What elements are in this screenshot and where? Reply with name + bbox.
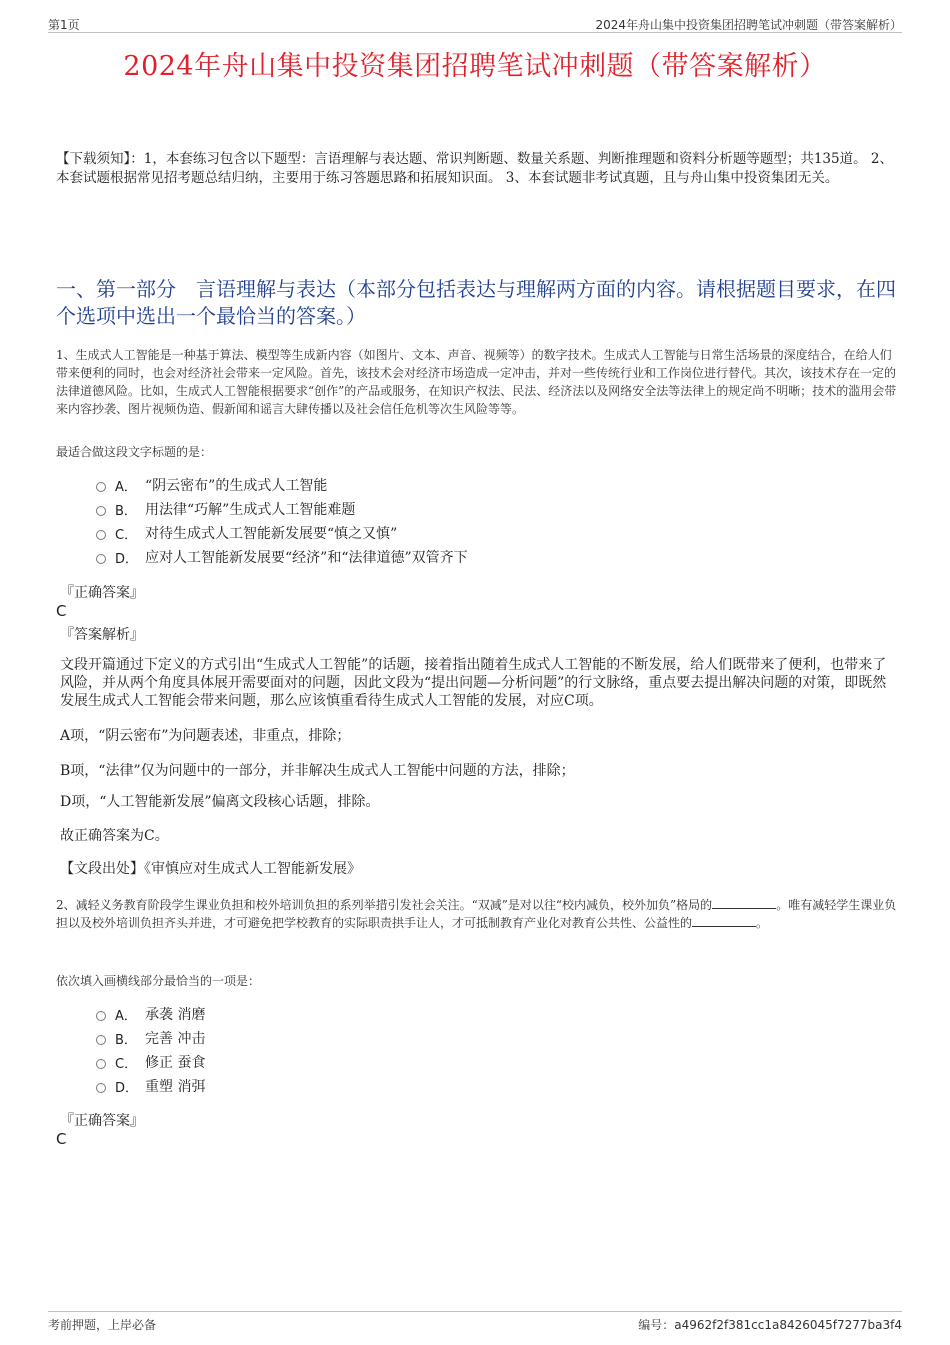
option-d[interactable]: D． 重塑 消弭 bbox=[96, 1074, 205, 1098]
question-2-options bbox=[96, 1002, 205, 1098]
radio-icon[interactable] bbox=[96, 1011, 106, 1021]
analysis-paragraph: 文段开篇通过下定义的方式引出“生成式人工智能”的话题，接着指出随着生成式人工智能的不断发展，给人们既带来了便利，也带来了风险，并从两个角度具体展开需要面对的问题，因此文段为“提出问题—分析问题”的行文脉络，重点要去提出解决问题的对策，即既然发展生成式人工智能会带来问题，那么应该慎重看待生成式人工智能的发展，对应C项。 bbox=[60, 657, 887, 709]
header-doc-title: 2024年舟山集中投资集团招聘笔试冲刺题（带答案解析） bbox=[595, 18, 902, 32]
radio-icon[interactable] bbox=[96, 554, 106, 564]
document-title: 2024年舟山集中投资集团招聘笔试冲刺题（带答案解析） bbox=[123, 51, 827, 82]
question-2-text: 2、减轻义务教育阶段学生课业负担和校外培训负担的系列举措引发社会关注。“双减”是对以往“校内减负，校外加负”格局的 。唯有减轻学生课业负担以及校外培训负担齐头并进，才可避免把学校教育的实际职责拱手让人，才可抵制教育产业化对教育公共性、公益性的 。 bbox=[56, 898, 897, 930]
radio-icon[interactable] bbox=[96, 1059, 106, 1069]
analysis-label: 『答案解析』 bbox=[60, 627, 144, 643]
page-footer bbox=[48, 1311, 902, 1332]
question-2-prompt: 依次填入画横线部分最恰当的一项是： bbox=[56, 974, 261, 988]
radio-icon[interactable] bbox=[96, 1035, 106, 1045]
text-source: 【文段出处】《审慎应对生成式人工智能新发展》 bbox=[60, 861, 361, 877]
correct-answer: C bbox=[56, 602, 67, 620]
option-c[interactable]: C． 对待生成式人工智能新发展要“慎之又慎” bbox=[96, 521, 468, 545]
radio-icon[interactable] bbox=[96, 530, 106, 540]
analysis-paragraph: A项，“阴云密布”为问题表述，非重点，排除； bbox=[60, 728, 351, 744]
option-b[interactable]: B． 完善 冲击 bbox=[96, 1026, 205, 1050]
radio-icon[interactable] bbox=[96, 482, 106, 492]
download-notice: 【下载须知】：1，本套练习包含以下题型：言语理解与表达题、常识判断题、数量关系题、判断推理题和资料分析题等题型；共135道。 2、本套试题根据常见招考题总结归纳，主要用于练习答题思路和拓展知识面。 3、本套试题非考试真题，且与舟山集中投资集团无关。 bbox=[56, 151, 893, 186]
correct-answer-label: 『正确答案』 bbox=[60, 1113, 144, 1129]
question-1-options bbox=[96, 473, 468, 569]
option-a[interactable]: A． “阴云密布”的生成式人工智能 bbox=[96, 473, 468, 497]
page-header bbox=[48, 14, 902, 33]
fill-blank bbox=[692, 914, 756, 927]
radio-icon[interactable] bbox=[96, 1083, 106, 1093]
option-a[interactable]: A． 承袭 消磨 bbox=[96, 1002, 205, 1026]
document-id: 编号：a4962f2f381cc1a8426045f7277ba3f4 bbox=[638, 1318, 902, 1332]
fill-blank bbox=[712, 896, 776, 909]
option-b[interactable]: B． 用法律“巧解”生成式人工智能难题 bbox=[96, 497, 468, 521]
option-d[interactable]: D． 应对人工智能新发展要“经济”和“法律道德”双管齐下 bbox=[96, 545, 468, 569]
radio-icon[interactable] bbox=[96, 506, 106, 516]
question-1-text: 1、生成式人工智能是一种基于算法、模型等生成新内容（如图片、文本、声音、视频等）的数字技术。生成式人工智能与日常生活场景的深度结合，在给人们带来便利的同时，也会对经济社会带来一定风险。首先，该技术会对经济市场造成一定冲击，并对一些传统行业和工作岗位进行替代。其次，该技术存在一定的法律道德风险。比如，生成式人工智能根据要求“创作”的产品或服务，在知识产权法、民法、经济法以及网络安全法等法律上的规定尚不明晰；技术的滥用会带来内容抄袭、图片视频伪造、假新闻和谣言大肆传播以及社会信任危机等次生风险等等。 bbox=[56, 348, 897, 416]
footer-slogan: 考前押题，上岸必备 bbox=[48, 1318, 157, 1332]
correct-answer-label: 『正确答案』 bbox=[60, 585, 144, 601]
page-number: 第1页 bbox=[48, 18, 80, 32]
question-1-prompt: 最适合做这段文字标题的是： bbox=[56, 445, 213, 459]
analysis-conclusion: 故正确答案为C。 bbox=[60, 828, 169, 844]
section-heading: 一、第一部分 言语理解与表达（本部分包括表达与理解两方面的内容。请根据题目要求，在四个选项中选出一个最恰当的答案。） bbox=[56, 277, 896, 328]
analysis-paragraph: D项，“人工智能新发展”偏离文段核心话题，排除。 bbox=[60, 794, 380, 810]
option-c[interactable]: C． 修正 蚕食 bbox=[96, 1050, 205, 1074]
analysis-paragraph: B项，“法律”仅为问题中的一部分，并非解决生成式人工智能中问题的方法，排除； bbox=[60, 763, 575, 779]
correct-answer: C bbox=[56, 1130, 67, 1148]
